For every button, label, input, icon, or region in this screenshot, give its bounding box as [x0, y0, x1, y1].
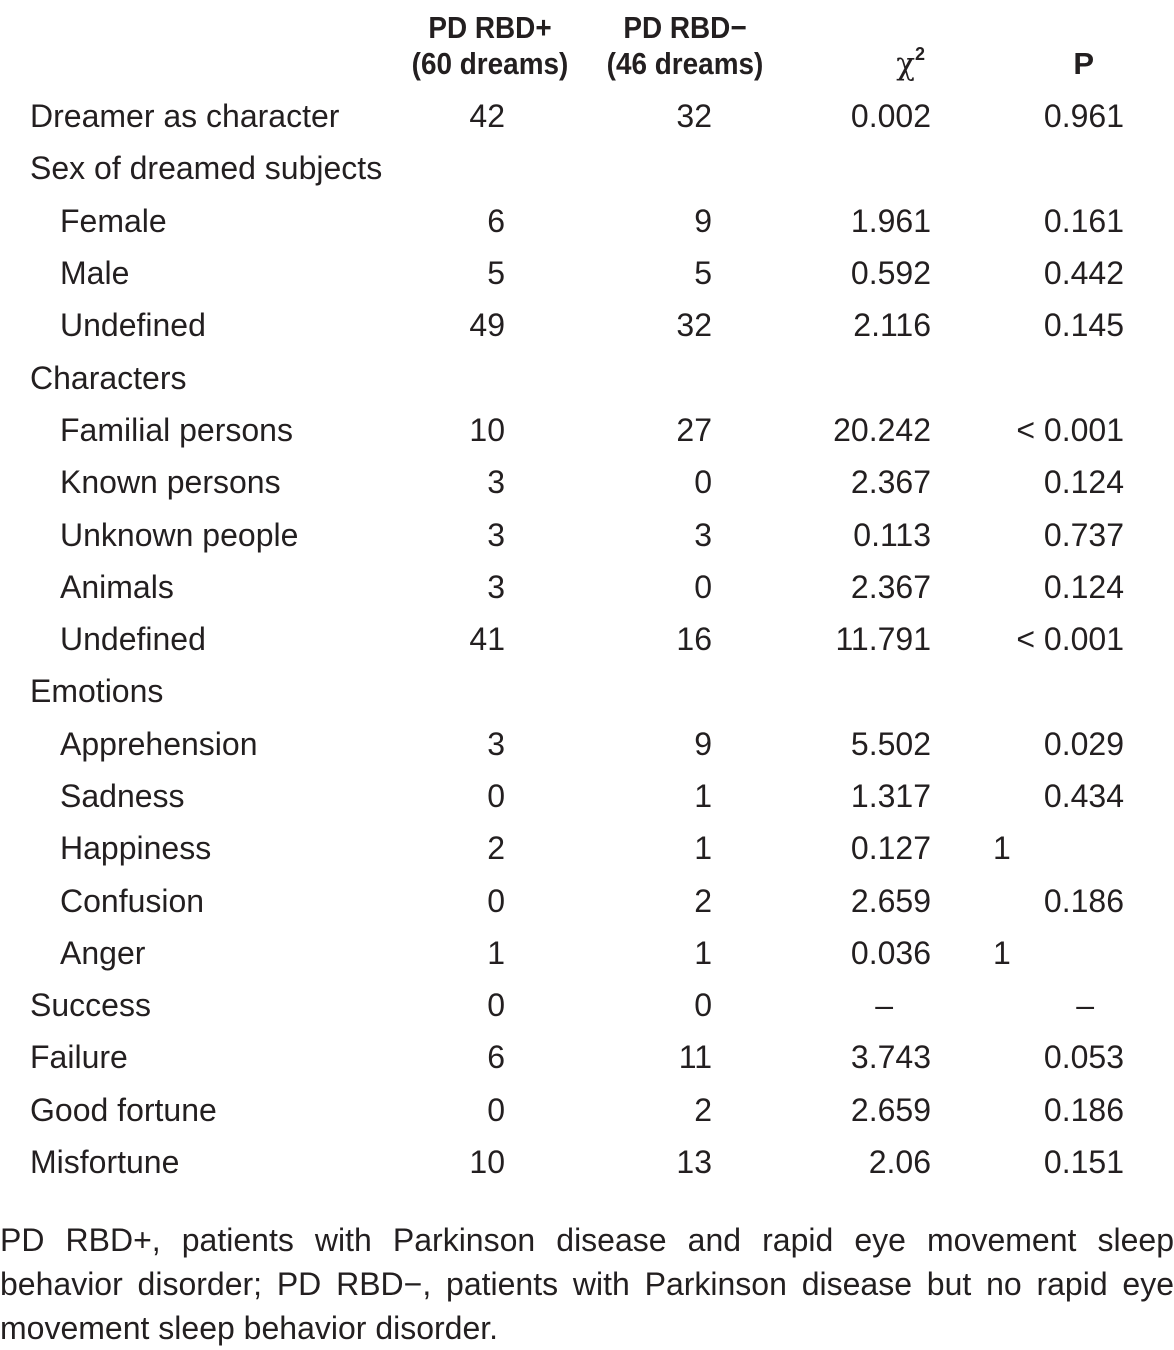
row-label: Familial persons [60, 411, 293, 448]
table-row [0, 613, 1174, 665]
cell-p-value: 1 [993, 830, 1011, 867]
cell-chi-square: 2.659 [850, 1091, 931, 1128]
cell-p-value: 0.145 [1043, 307, 1124, 344]
cell-chi-square: 2.06 [868, 1144, 931, 1181]
cell-p-value: 0.161 [1043, 202, 1124, 239]
cell-p-value: 0.029 [1043, 725, 1124, 762]
cell-p-value: < 0.001 [1016, 411, 1124, 448]
cell-pd-rbd-plus: 6 [487, 1039, 505, 1076]
row-label: Misfortune [30, 1144, 180, 1181]
cell-p-value: 0.737 [1043, 516, 1124, 553]
row-label: Sadness [60, 778, 185, 814]
cell-p-value: 0.961 [1043, 98, 1124, 135]
header-p-value [945, 0, 1174, 90]
cell-pd-rbd-minus [515, 351, 720, 403]
table-row [0, 718, 1174, 770]
table-row [0, 665, 1174, 717]
cell-pd-rbd-plus [380, 351, 515, 403]
row-label: Good fortune [30, 1091, 217, 1128]
table-row [0, 1031, 1174, 1083]
cell-pd-rbd-minus: 3 [694, 516, 712, 553]
cell-p-value: 1 [993, 934, 1011, 971]
cell-p-value: 0.151 [1043, 1144, 1124, 1181]
row-label: Unknown people [60, 516, 299, 553]
cell-pd-rbd-minus: 11 [678, 1039, 712, 1076]
row-label: Happiness [60, 830, 212, 867]
cell-chi-square: 3.743 [850, 1039, 931, 1076]
cell-pd-rbd-plus: 3 [487, 725, 505, 762]
table-body [0, 90, 1174, 1188]
table-row [0, 90, 1174, 142]
cell-chi-square: – [875, 987, 893, 1024]
cell-p-value: 0.124 [1043, 568, 1124, 605]
cell-pd-rbd-plus: 41 [469, 621, 505, 658]
cell-chi-square: 11.791 [835, 621, 931, 658]
row-label: Animals [60, 568, 174, 605]
table-footnote: PD RBD+, patients with Parkinson disease and rapid eye movement sleep behavior disorder; PD RBD−, patients with Parkinson disease but no rapid eye movement sleep behavior disorder. [0, 1222, 1174, 1346]
cell-chi-square: 5.502 [850, 725, 931, 762]
row-label: Confusion [60, 882, 205, 919]
cell-pd-rbd-plus [380, 142, 515, 194]
cell-pd-rbd-minus: 1 [694, 934, 712, 971]
cell-pd-rbd-plus: 3 [487, 464, 505, 501]
header-p-label: P [1073, 46, 1094, 81]
row-label: Sex of dreamed subjects [30, 150, 383, 187]
cell-pd-rbd-plus: 3 [487, 568, 505, 605]
row-label: Emotions [30, 673, 164, 710]
row-label: Undefined [60, 621, 206, 658]
cell-pd-rbd-plus: 0 [487, 987, 505, 1024]
cell-pd-rbd-minus: 32 [676, 307, 712, 344]
cell-pd-rbd-plus [380, 665, 515, 717]
table-row [0, 299, 1174, 351]
header-group-b-line2: (46 dreams) [606, 46, 764, 81]
row-label: Male [60, 255, 130, 292]
table-row [0, 874, 1174, 926]
table-row [0, 927, 1174, 979]
cell-pd-rbd-plus: 2 [487, 830, 505, 867]
row-label: Failure [30, 1039, 128, 1076]
cell-chi-square: 0.002 [850, 98, 931, 135]
cell-chi-square: 20.242 [833, 411, 931, 448]
cell-p-value: 0.186 [1043, 882, 1124, 919]
cell-pd-rbd-plus: 10 [469, 1144, 505, 1181]
cell-chi-square: 0.113 [853, 516, 931, 553]
table-header [0, 0, 1174, 90]
cell-pd-rbd-minus: 1 [694, 830, 712, 867]
cell-pd-rbd-minus: 5 [694, 255, 712, 292]
cell-pd-rbd-minus: 2 [694, 882, 712, 919]
cell-pd-rbd-plus: 0 [487, 1091, 505, 1128]
cell-pd-rbd-minus: 9 [694, 202, 712, 239]
cell-chi-square: 1.317 [850, 778, 931, 814]
cell-chi-square: 1.961 [850, 202, 931, 239]
cell-pd-rbd-plus: 0 [487, 882, 505, 919]
table-row [0, 142, 1174, 194]
cell-pd-rbd-plus: 42 [469, 98, 505, 135]
header-row [0, 0, 1174, 90]
cell-pd-rbd-plus: 3 [487, 516, 505, 553]
table-row [0, 822, 1174, 874]
header-group-a [380, 0, 569, 90]
row-label: Characters [30, 359, 187, 396]
cell-pd-rbd-minus: 32 [676, 98, 712, 135]
cell-chi-square: 0.036 [850, 934, 931, 971]
cell-pd-rbd-minus: 0 [694, 987, 712, 1024]
row-label: Apprehension [60, 725, 258, 762]
cell-p-value: 0.434 [1043, 778, 1124, 814]
table-row [0, 195, 1174, 247]
cell-pd-rbd-plus: 5 [487, 255, 505, 292]
cell-p-value: 0.053 [1043, 1039, 1124, 1076]
cell-pd-rbd-plus: 0 [487, 778, 505, 814]
row-label: Dreamer as character [30, 98, 340, 135]
cell-pd-rbd-minus: 9 [694, 725, 712, 762]
table-row [0, 561, 1174, 613]
cell-pd-rbd-minus: 13 [676, 1144, 712, 1181]
cell-pd-rbd-minus: 16 [676, 621, 712, 658]
table-row [0, 1084, 1174, 1136]
cell-p-value [945, 665, 1174, 717]
row-label: Known persons [60, 464, 281, 501]
header-group-a-line2: (60 dreams) [411, 46, 569, 81]
header-chi-symbol: χ [896, 46, 915, 82]
cell-p-value: 0.124 [1043, 464, 1124, 501]
cell-pd-rbd-plus: 6 [487, 202, 505, 239]
row-label: Anger [60, 934, 146, 971]
cell-p-value [945, 351, 1174, 403]
header-chi-superscript: 2 [914, 44, 925, 64]
table-row [0, 508, 1174, 560]
cell-p-value: 0.442 [1043, 255, 1124, 292]
table-row [0, 247, 1174, 299]
cell-chi-square [720, 142, 945, 194]
table-row [0, 1136, 1174, 1188]
cell-pd-rbd-minus: 2 [694, 1091, 712, 1128]
row-label: Undefined [60, 307, 206, 344]
cell-chi-square: 2.367 [850, 568, 931, 605]
row-label: Success [30, 987, 151, 1024]
cell-pd-rbd-plus: 10 [469, 411, 505, 448]
table-row [0, 456, 1174, 508]
cell-pd-rbd-minus: 27 [676, 411, 712, 448]
table-row [0, 979, 1174, 1031]
cell-chi-square: 0.127 [850, 830, 931, 867]
row-label: Female [60, 202, 167, 239]
cell-pd-rbd-plus: 1 [487, 934, 505, 971]
cell-pd-rbd-minus: 1 [694, 778, 712, 814]
cell-p-value [945, 142, 1174, 194]
cell-pd-rbd-minus: 0 [694, 568, 712, 605]
cell-p-value: – [1076, 987, 1094, 1024]
table-row [0, 404, 1174, 456]
cell-chi-square [720, 665, 945, 717]
cell-pd-rbd-minus [515, 142, 720, 194]
cell-p-value: 0.186 [1043, 1091, 1124, 1128]
table-row [0, 351, 1174, 403]
cell-pd-rbd-minus [515, 665, 720, 717]
cell-chi-square: 2.659 [850, 882, 931, 919]
cell-pd-rbd-minus: 0 [694, 464, 712, 501]
header-label-blank [19, 0, 361, 90]
cell-p-value: < 0.001 [1016, 621, 1124, 658]
cell-pd-rbd-plus: 49 [469, 307, 505, 344]
header-group-b-line1: PD RBD− [623, 10, 747, 45]
cell-chi-square: 2.116 [853, 307, 931, 344]
cell-chi-square: 0.592 [850, 255, 931, 292]
header-group-a-line1: PD RBD+ [428, 10, 552, 45]
cell-chi-square: 2.367 [850, 464, 931, 501]
table-row [0, 770, 1174, 822]
cell-chi-square [720, 351, 945, 403]
